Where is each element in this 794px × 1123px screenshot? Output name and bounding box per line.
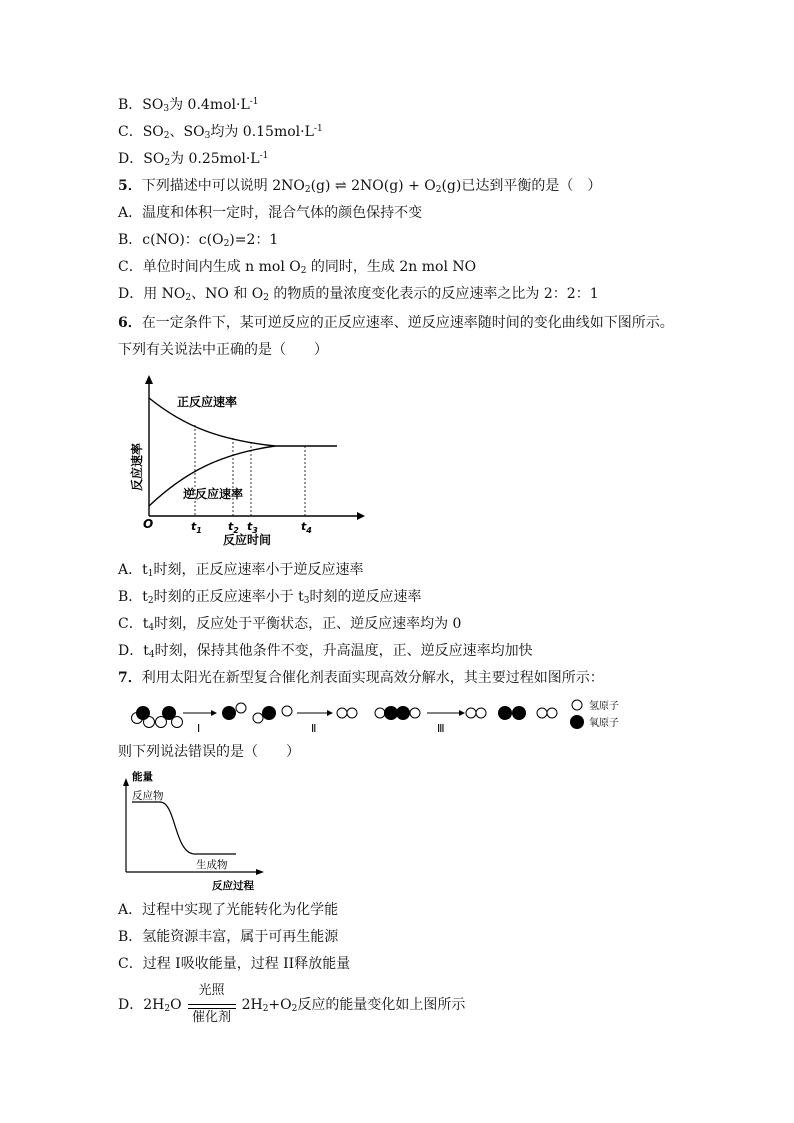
condition-top: 光照 xyxy=(198,983,225,998)
q5-option-a: A．温度和体积一定时，混合气体的颜色保持不变 xyxy=(118,205,423,221)
step-label: I xyxy=(197,722,201,735)
option-text: 时刻的逆反应速率 xyxy=(309,589,422,605)
oxygen-atom xyxy=(512,706,526,720)
question-number: 6． xyxy=(118,315,142,331)
formula-text: SO xyxy=(142,97,164,113)
x-axis-arrow-icon xyxy=(357,512,365,520)
q7-option-b: B．氢能资源丰富，属于可再生能源 xyxy=(118,929,339,945)
hydrogen-atom xyxy=(476,708,486,718)
reverse-label: 逆反应速率 xyxy=(183,487,244,501)
q4-option-b xyxy=(118,95,259,115)
hydrogen-atom xyxy=(537,708,547,718)
hydrogen-atom xyxy=(282,706,292,716)
formula-text: SO xyxy=(142,124,164,140)
question-number: 5． xyxy=(118,178,142,194)
formula-text: SO xyxy=(143,151,165,167)
q7-stem xyxy=(118,668,604,688)
option-text: +O xyxy=(268,997,292,1013)
option-text: 的同时，生成 2n mol NO xyxy=(306,259,477,275)
q7-stem-2: 则下列说法错误的是（ ） xyxy=(118,744,300,760)
q7-option-d xyxy=(118,983,466,1025)
formula-text: 、SO xyxy=(169,124,205,140)
option-letter: B． xyxy=(118,97,143,113)
q6-stem-2: 下列有关说法中正确的是（ ） xyxy=(118,342,328,358)
step-label: Ⅱ xyxy=(311,722,317,735)
question-number: 7． xyxy=(118,670,142,686)
y-axis-arrow-icon xyxy=(123,778,129,786)
subscript: 3 xyxy=(204,131,211,141)
hydrogen-atom xyxy=(547,708,557,718)
option-letter: C． xyxy=(118,124,143,140)
product-label: 生成物 xyxy=(196,859,228,871)
q4-option-d xyxy=(118,149,268,169)
stem-text: (g) ⇌ 2NO(g) + O xyxy=(310,178,436,194)
condition-bottom: 催化剂 xyxy=(192,1010,232,1025)
origin-label: O xyxy=(143,517,154,531)
legend-oxygen: 氧原子 xyxy=(589,718,619,729)
hydrogen-atom xyxy=(410,708,420,718)
subscript: 2 xyxy=(164,1004,171,1014)
option-text: O xyxy=(170,997,182,1013)
hydrogen-legend-icon xyxy=(572,700,582,710)
option-text: 时刻，反应处于平衡状态，正、逆反应速率均为 0 xyxy=(154,616,462,632)
q6-option-d xyxy=(118,641,533,661)
subscript: 4 xyxy=(148,650,155,660)
stem-text: (g)已达到平衡的是（ ） xyxy=(441,178,602,194)
water-molecule xyxy=(132,706,155,728)
step-label: Ⅲ xyxy=(437,722,445,735)
y-axis-label: 反应速率 xyxy=(130,442,144,492)
q5-option-b xyxy=(118,230,278,250)
option-text: 时刻，保持其他条件不变，升高温度，正、逆反应速率均加快 xyxy=(154,643,533,659)
hydrogen-atom xyxy=(347,708,357,718)
arrow-icon xyxy=(459,710,465,716)
q4-option-c xyxy=(118,122,323,142)
tick-t4: $t_4$ xyxy=(301,520,312,535)
water-molecule xyxy=(156,706,183,728)
superscript: -1 xyxy=(313,124,323,134)
tick-t3: $t_3$ xyxy=(247,520,258,535)
rate-time-graph xyxy=(125,372,365,550)
energy-diagram xyxy=(118,768,268,892)
option-text: 均为 0.15mol·L xyxy=(210,124,314,140)
option-text: 为 0.4mol·L xyxy=(169,97,250,113)
x-axis-label: 反应过程 xyxy=(212,880,254,892)
option-text: 2H xyxy=(241,997,263,1013)
q6-option-a xyxy=(118,560,363,580)
subscript: 2 xyxy=(147,596,154,606)
oxygen-atom xyxy=(498,706,512,720)
hydrogen-atom xyxy=(375,708,385,718)
stem-text: 利用太阳光在新型复合催化剂表面实现高效分解水，其主要过程如图所示： xyxy=(141,670,604,686)
option-text: 、NO 和 O xyxy=(191,286,264,302)
q5-stem xyxy=(118,176,601,196)
option-text: 反应的能量变化如上图所示 xyxy=(297,997,466,1013)
hydrogen-atom xyxy=(253,713,263,723)
oxygen-atom xyxy=(384,706,398,720)
x-axis-label: 反应时间 xyxy=(222,533,272,547)
x-axis-arrow-icon xyxy=(256,869,264,875)
stem-text: 在一定条件下，某可逆反应的正反应速率、逆反应速率随时间的变化曲线如下图所示。 xyxy=(141,315,674,331)
legend-hydrogen: 氢原子 xyxy=(589,701,619,712)
option-letter: D． xyxy=(118,151,144,167)
subscript: 2 xyxy=(185,293,192,303)
subscript: 3 xyxy=(303,596,310,606)
option-text: 的物质的量浓度变化表示的反应速率之比为 2：2：1 xyxy=(268,286,599,302)
energy-curve xyxy=(132,802,236,854)
subscript: 2 xyxy=(291,1004,298,1014)
option-text: C．单位时间内生成 n mol O xyxy=(118,259,301,275)
superscript: -1 xyxy=(249,97,259,107)
q5-option-c xyxy=(118,257,476,277)
reaction-condition xyxy=(186,983,238,1025)
hydrogen-atom xyxy=(466,708,476,718)
tick-t2: $t_2$ xyxy=(228,520,239,535)
subscript: 2 xyxy=(304,185,311,195)
option-text: 为 0.25mol·L xyxy=(170,151,260,167)
stem-text: 下列描述中可以说明 2NO xyxy=(141,178,305,194)
option-text: 时刻的正反应速率小于 t xyxy=(153,589,304,605)
subscript: 2 xyxy=(164,158,171,168)
arrow-icon xyxy=(327,710,333,716)
option-text: D．2H xyxy=(118,997,165,1013)
option-text: D．用 NO xyxy=(118,286,186,302)
hydrogen-atom xyxy=(337,708,347,718)
option-text: D．t xyxy=(118,643,149,659)
oxygen-atom xyxy=(262,706,276,720)
superscript: -1 xyxy=(259,151,269,161)
oxygen-atom xyxy=(396,706,410,720)
reactant-label: 反应物 xyxy=(132,790,164,802)
q7-option-a: A．过程中实现了光能转化为化学能 xyxy=(118,902,339,918)
q6-stem xyxy=(118,313,674,333)
oxygen-atom xyxy=(222,706,236,720)
arrow-icon xyxy=(211,710,217,716)
subscript: 2 xyxy=(262,1004,269,1014)
subscript: 2 xyxy=(300,266,307,276)
option-text: 时刻，正反应速率小于逆反应速率 xyxy=(153,562,364,578)
y-axis-arrow-icon xyxy=(145,375,153,384)
option-text: C．t xyxy=(118,616,149,632)
hydrogen-atom xyxy=(236,703,246,713)
q5-option-d xyxy=(118,284,599,304)
subscript: 2 xyxy=(223,239,230,249)
option-text: )=2：1 xyxy=(229,232,279,248)
forward-label: 正反应速率 xyxy=(177,395,238,409)
option-text: A．t xyxy=(118,562,148,578)
q6-option-c xyxy=(118,614,461,634)
q7-option-c: C．过程 I吸收能量，过程 II释放能量 xyxy=(118,956,351,972)
water-splitting-process xyxy=(125,698,630,736)
y-axis-label: 能量 xyxy=(132,771,153,783)
subscript: 1 xyxy=(147,569,154,579)
option-text: B．t xyxy=(118,589,148,605)
subscript: 2 xyxy=(163,131,170,141)
oxygen-legend-icon xyxy=(570,715,584,729)
subscript: 4 xyxy=(148,623,155,633)
subscript: 2 xyxy=(435,185,442,195)
option-text: B．c(NO)：c(O xyxy=(118,232,224,248)
tick-t1: $t_1$ xyxy=(191,520,202,535)
q6-option-b xyxy=(118,587,421,607)
subscript: 2 xyxy=(263,293,269,303)
subscript: 3 xyxy=(163,104,170,114)
